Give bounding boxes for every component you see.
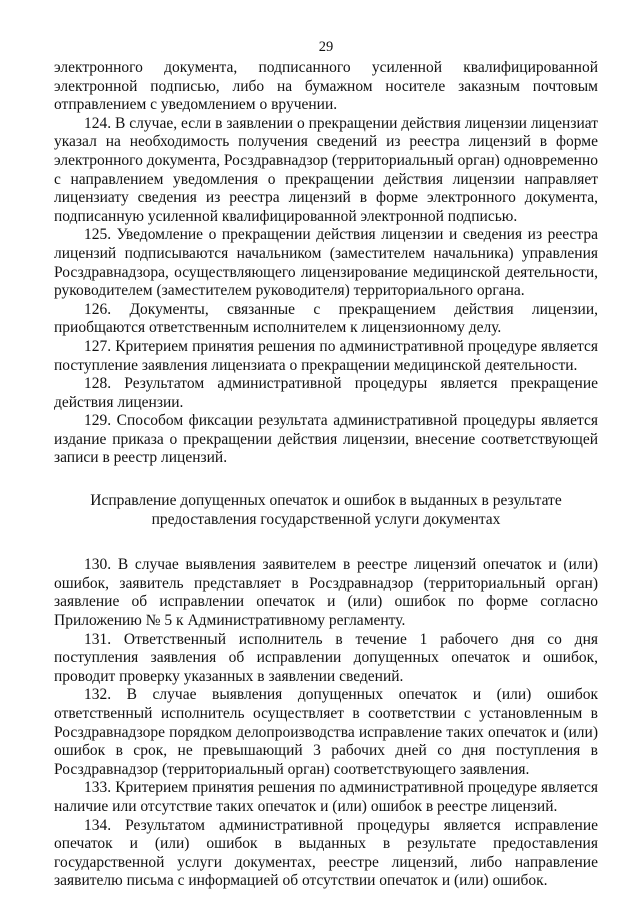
page-number: 29 xyxy=(318,39,334,55)
document-page xyxy=(54,38,598,891)
paragraph-continuation: электронного документа, подписанного усиленной квалифицированной электронной подписью, либо на бумажном носителе заказным почтовым отправлением с уведомлением о вручении. xyxy=(54,59,598,114)
paragraph-132: 132. В случае выявления допущенных опечаток и (или) ошибок ответственный исполнитель осуществляет в соответствии с установленным в Росздравнадзоре порядком делопроизводства исправление таких опечаток и (или) ошибок в срок, не превышающий 3 рабочих дней со дня поступления в Росздравнадзор (территориальный орган) соответствующего заявления. xyxy=(54,686,598,778)
paragraph-131: 131. Ответственный исполнитель в течение 1 рабочего дня со дня поступления заявления об исправлении допущенных опечаток и ошибок, проводит проверку указанных в заявлении сведений. xyxy=(54,630,598,685)
paragraph-129: 129. Способом фиксации результата административной процедуры является издание приказа о прекращении действия лицензии, внесение соответствующей записи в реестр лицензий. xyxy=(54,412,598,467)
paragraph-125: 125. Уведомление о прекращении действия лицензии и сведения из реестра лицензий подписываются начальником (заместителем начальника) управления Росздравнадзора, осуществляющего лицензирование медицинской деятельности, руководителем (заместителем руководителя) территориального органа. xyxy=(54,226,598,300)
paragraph-124: 124. В случае, если в заявлении о прекращении действия лицензии лицензиат указал на необходимость получения сведений из реестра лицензий в форме электронного документа, Росздравнадзор (территориальный орган) одновременно с направлением уведомления о прекращении действия лицензии направляет лицензиату сведения из реестра лицензий в форме электронного документа, подписанную усиленной квалифицированной электронной подписью. xyxy=(54,114,598,225)
paragraph-130: 130. В случае выявления заявителем в реестре лицензий опечаток и (или) ошибок, заявитель представляет в Росздравнадзор (территориальный орган) заявление об исправлении опечаток и (или) ошибок по форме согласно Приложению № 5 к Административному регламенту. xyxy=(54,556,598,630)
paragraph-126: 126. Документы, связанные с прекращением действия лицензии, приобщаются ответственным исполнителем к лицензионному делу. xyxy=(54,300,598,337)
section-heading-line-2: предоставления государственной услуги документах xyxy=(151,510,501,528)
paragraph-133: 133. Критерием принятия решения по административной процедуре является наличие или отсутствие таких опечаток и (или) ошибок в реестре лицензий. xyxy=(54,779,598,815)
paragraph-127: 127. Критерием принятия решения по административной процедуре является поступление заявления лицензиата о прекращении медицинской деятельности. xyxy=(54,337,598,374)
section-heading-line-1: Исправление допущенных опечаток и ошибок в выданных в результате xyxy=(90,492,562,510)
paragraph-128: 128. Результатом административной процедуры является прекращение действия лицензии. xyxy=(54,375,598,411)
paragraph-134: 134. Результатом административной процедуры является исправление опечаток и (или) ошибок в выданных в результате предоставления государственной услуги документах, реестре лицензий, либо направление заявителю письма с информацией об отсутствии опечаток и (или) ошибок. xyxy=(54,816,598,890)
section-heading xyxy=(54,492,598,529)
